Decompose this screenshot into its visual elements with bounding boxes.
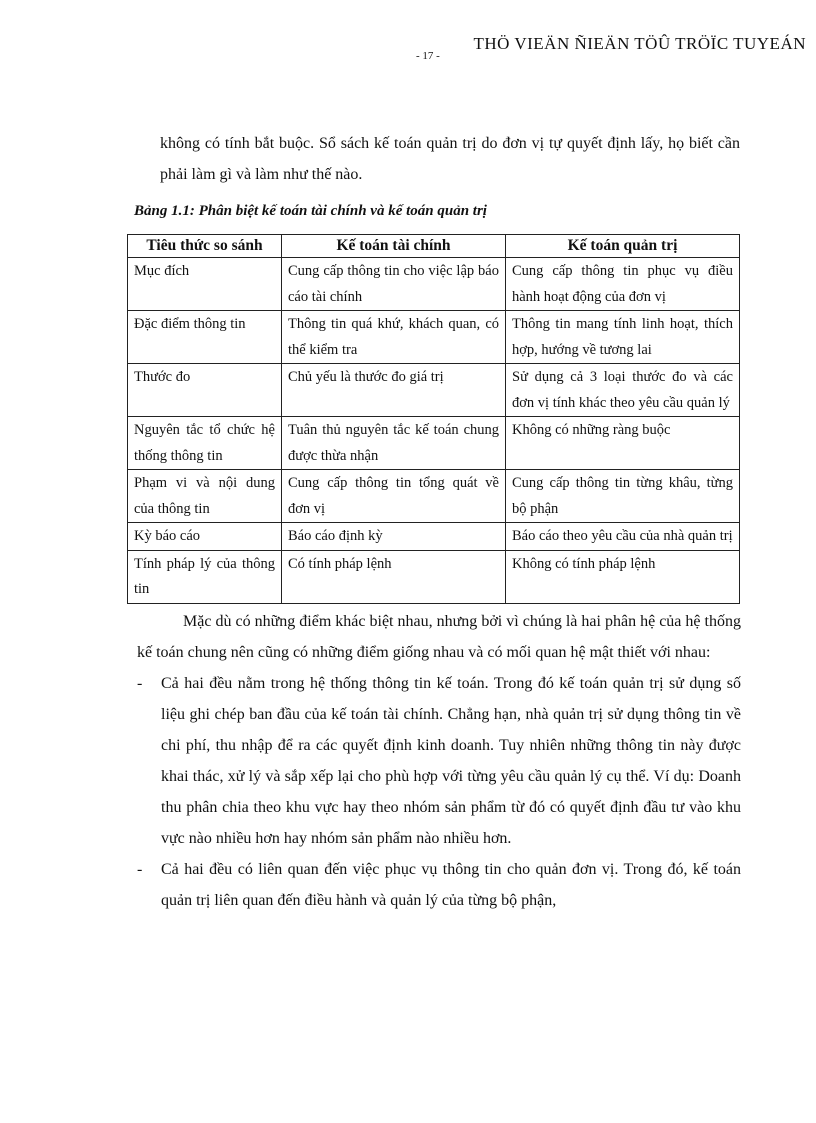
table-cell: Không có những ràng buộc [506, 417, 740, 470]
table-caption: Bảng 1.1: Phân biệt kế toán tài chính và kế toán quản trị [134, 203, 487, 219]
table-header-row [128, 235, 740, 258]
table-row [128, 311, 740, 364]
header-financial-accounting: Kế toán tài chính [282, 235, 506, 258]
table-row [128, 417, 740, 470]
table-cell: Cung cấp thông tin tổng quát về đơn vị [282, 470, 506, 523]
bullet-text: Cả hai đều nằm trong hệ thống thông tin kế toán. Trong đó kế toán quản trị sử dụng số liệu ghi chép ban đầu của kế toán tài chính. Chẳng hạn, nhà quản trị sử dụng thông tin về chi phí, thu nhập để ra các quyết định kinh doanh. Tuy nhiên những thông tin này được khai thác, xử lý và sắp xếp lại cho phù hợp với từng yêu cầu quản lý cụ thể. Ví dụ: Doanh thu phân chia theo khu vực hay theo nhóm sản phẩm từ đó có quyết định đầu tư vào khu vực nào nhiều hơn hay nhóm sản phẩm nào nhiều hơn. [161, 675, 741, 847]
table-cell: Chủ yếu là thước đo giá trị [282, 364, 506, 417]
table-cell: Cung cấp thông tin cho việc lập báo cáo tài chính [282, 258, 506, 311]
table-row [128, 523, 740, 551]
body-paragraph: Mặc dù có những điểm khác biệt nhau, nhưng bởi vì chúng là hai phân hệ của hệ thống kế toán chung nên cũng có những điểm giống nhau và có mối quan hệ mật thiết với nhau: [137, 613, 741, 661]
table-cell: Kỳ báo cáo [128, 523, 282, 551]
table-row [128, 550, 740, 603]
table-cell: Thông tin quá khứ, khách quan, có thể kiểm tra [282, 311, 506, 364]
bullet-dash: - [137, 861, 143, 878]
table-cell: Cung cấp thông tin phục vụ điều hành hoạt động của đơn vị [506, 258, 740, 311]
bullet-dash: - [137, 675, 143, 692]
table-cell: Có tính pháp lệnh [282, 550, 506, 603]
bullet-item [137, 668, 741, 854]
table-cell: Đặc điểm thông tin [128, 311, 282, 364]
bullet-item [137, 854, 741, 916]
table-row [128, 258, 740, 311]
page-number: - 17 - [416, 50, 440, 62]
table-cell: Tuân thủ nguyên tắc kế toán chung được thừa nhận [282, 417, 506, 470]
table-cell: Thông tin mang tính linh hoạt, thích hợp, hướng về tương lai [506, 311, 740, 364]
table-cell: Sử dụng cả 3 loại thước đo và các đơn vị tính khác theo yêu cầu quản lý [506, 364, 740, 417]
comparison-table [127, 234, 740, 604]
table-cell: Không có tính pháp lệnh [506, 550, 740, 603]
intro-paragraph: không có tính bắt buộc. Sổ sách kế toán quản trị do đơn vị tự quyết định lấy, họ biết cần phải làm gì và làm như thế nào. [160, 135, 740, 183]
header-management-accounting: Kế toán quản trị [506, 235, 740, 258]
library-header: THÖ VIEÄN ÑIEÄN TÖÛ TRÖÏC TUYEÁN [473, 34, 806, 53]
table-cell: Báo cáo theo yêu cầu của nhà quản trị [506, 523, 740, 551]
table-row [128, 364, 740, 417]
table-cell: Mục đích [128, 258, 282, 311]
table-cell: Báo cáo định kỳ [282, 523, 506, 551]
bullet-text: Cả hai đều có liên quan đến việc phục vụ thông tin cho quản đơn vị. Trong đó, kế toán quản trị liên quan đến điều hành và quản lý của từng bộ phận, [161, 861, 741, 909]
table-row [128, 470, 740, 523]
header-criteria: Tiêu thức so sánh [128, 235, 282, 258]
table-cell: Cung cấp thông tin từng khâu, từng bộ phận [506, 470, 740, 523]
table-cell: Nguyên tắc tổ chức hệ thống thông tin [128, 417, 282, 470]
table-cell: Thước đo [128, 364, 282, 417]
table-cell: Tính pháp lý của thông tin [128, 550, 282, 603]
table-cell: Phạm vi và nội dung của thông tin [128, 470, 282, 523]
